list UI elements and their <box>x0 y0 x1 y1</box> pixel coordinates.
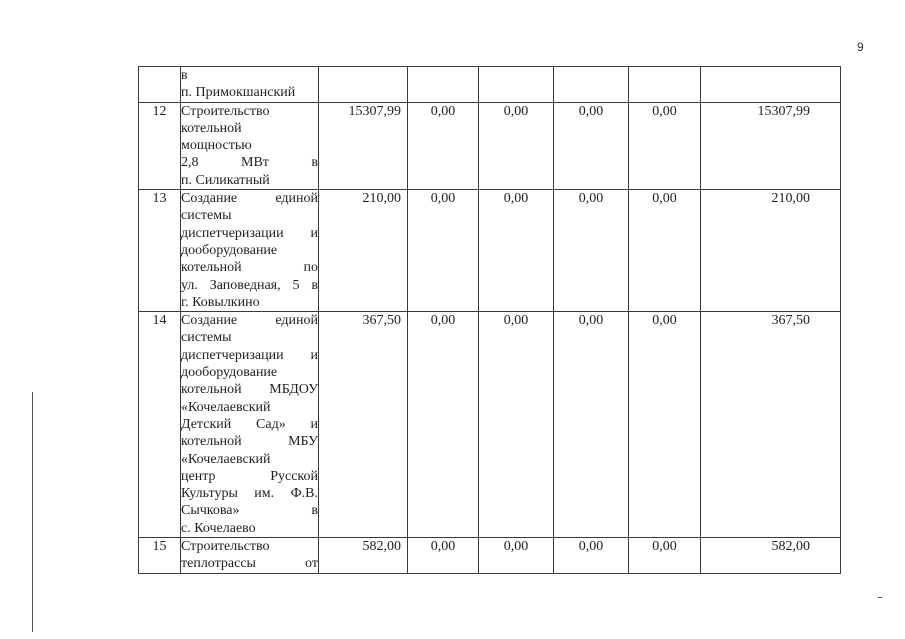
project-name-line: «Кочелаевский <box>181 399 271 415</box>
value-cell: 0,00 <box>629 190 701 312</box>
value-cell: 367,50 <box>319 312 408 538</box>
project-name-line: диспетчеризации и <box>181 347 318 363</box>
total-cell: 367,50 <box>701 312 841 538</box>
project-name-line: центр Русской <box>181 468 318 484</box>
table-row <box>139 312 841 538</box>
project-name-line: п. Силикатный <box>181 172 270 188</box>
project-name <box>181 312 319 538</box>
project-name-line: с. Кочелаево <box>181 520 256 536</box>
project-name-line: системы <box>181 330 232 346</box>
table-row <box>139 190 841 312</box>
project-name-line: котельной по <box>181 260 318 276</box>
project-name <box>181 190 319 312</box>
total-cell: 210,00 <box>701 190 841 312</box>
project-name-line: г. Ковылкино <box>181 294 260 310</box>
project-name-line: ул. Заповедная, 5 в <box>181 277 318 293</box>
value-cell: 0,00 <box>554 312 629 538</box>
table-body <box>139 67 841 574</box>
budget-table <box>138 66 841 574</box>
table-row <box>139 67 841 103</box>
value-cell: 0,00 <box>408 538 479 574</box>
project-name-line: в <box>181 68 188 83</box>
project-name-line: Детский Сад» и <box>181 416 318 432</box>
value-cell: 0,00 <box>479 102 554 189</box>
project-name-line: мощностью <box>181 138 252 154</box>
value-cell: 0,00 <box>629 538 701 574</box>
project-name-line: Культуры им. Ф.В. <box>181 486 318 502</box>
row-number <box>139 67 181 103</box>
value-cell: 0,00 <box>408 102 479 189</box>
row-number: 15 <box>139 538 181 574</box>
project-name-line: Строительство <box>181 103 270 119</box>
project-name-line: дооборудование <box>181 242 278 258</box>
project-name <box>181 538 319 574</box>
project-name-line: системы <box>181 208 232 224</box>
value-cell: 0,00 <box>554 102 629 189</box>
project-name-line: «Кочелаевский <box>181 451 271 467</box>
table-row <box>139 102 841 189</box>
value-cell: 582,00 <box>319 538 408 574</box>
project-name-line: котельной МБУ <box>181 434 318 450</box>
value-cell: 0,00 <box>479 312 554 538</box>
scan-dot <box>878 597 882 598</box>
value-cell: 0,00 <box>408 312 479 538</box>
project-name <box>181 67 319 103</box>
project-name-line: котельной МБДОУ <box>181 382 318 398</box>
total-cell: 582,00 <box>701 538 841 574</box>
project-name-line: Создание единой <box>181 191 318 207</box>
row-number: 12 <box>139 102 181 189</box>
value-cell: 0,00 <box>629 102 701 189</box>
value-cell <box>554 67 629 103</box>
total-cell <box>701 67 841 103</box>
row-number: 13 <box>139 190 181 312</box>
project-name-line: котельной <box>181 120 242 136</box>
value-cell: 0,00 <box>554 190 629 312</box>
value-cell: 0,00 <box>479 190 554 312</box>
value-cell <box>319 67 408 103</box>
project-name <box>181 102 319 189</box>
project-name-line: теплотрассы от <box>181 556 318 572</box>
scan-margin-line <box>32 392 33 632</box>
project-name-line: дооборудование <box>181 365 278 381</box>
project-name-line: Строительство <box>181 539 270 555</box>
value-cell: 0,00 <box>629 312 701 538</box>
project-name-line: диспетчеризации и <box>181 225 318 241</box>
table-row <box>139 538 841 574</box>
project-name-line: Создание единой <box>181 313 318 329</box>
project-name-line: п. Примокшанский <box>181 85 296 101</box>
value-cell: 0,00 <box>479 538 554 574</box>
page-number: 9 <box>857 40 864 54</box>
project-name-line: 2,8 МВт в <box>181 155 318 171</box>
value-cell: 210,00 <box>319 190 408 312</box>
value-cell: 15307,99 <box>319 102 408 189</box>
value-cell <box>479 67 554 103</box>
project-name-line: Сычкова» в <box>181 503 318 519</box>
total-cell: 15307,99 <box>701 102 841 189</box>
value-cell: 0,00 <box>408 190 479 312</box>
row-number: 14 <box>139 312 181 538</box>
value-cell <box>629 67 701 103</box>
value-cell <box>408 67 479 103</box>
value-cell: 0,00 <box>554 538 629 574</box>
